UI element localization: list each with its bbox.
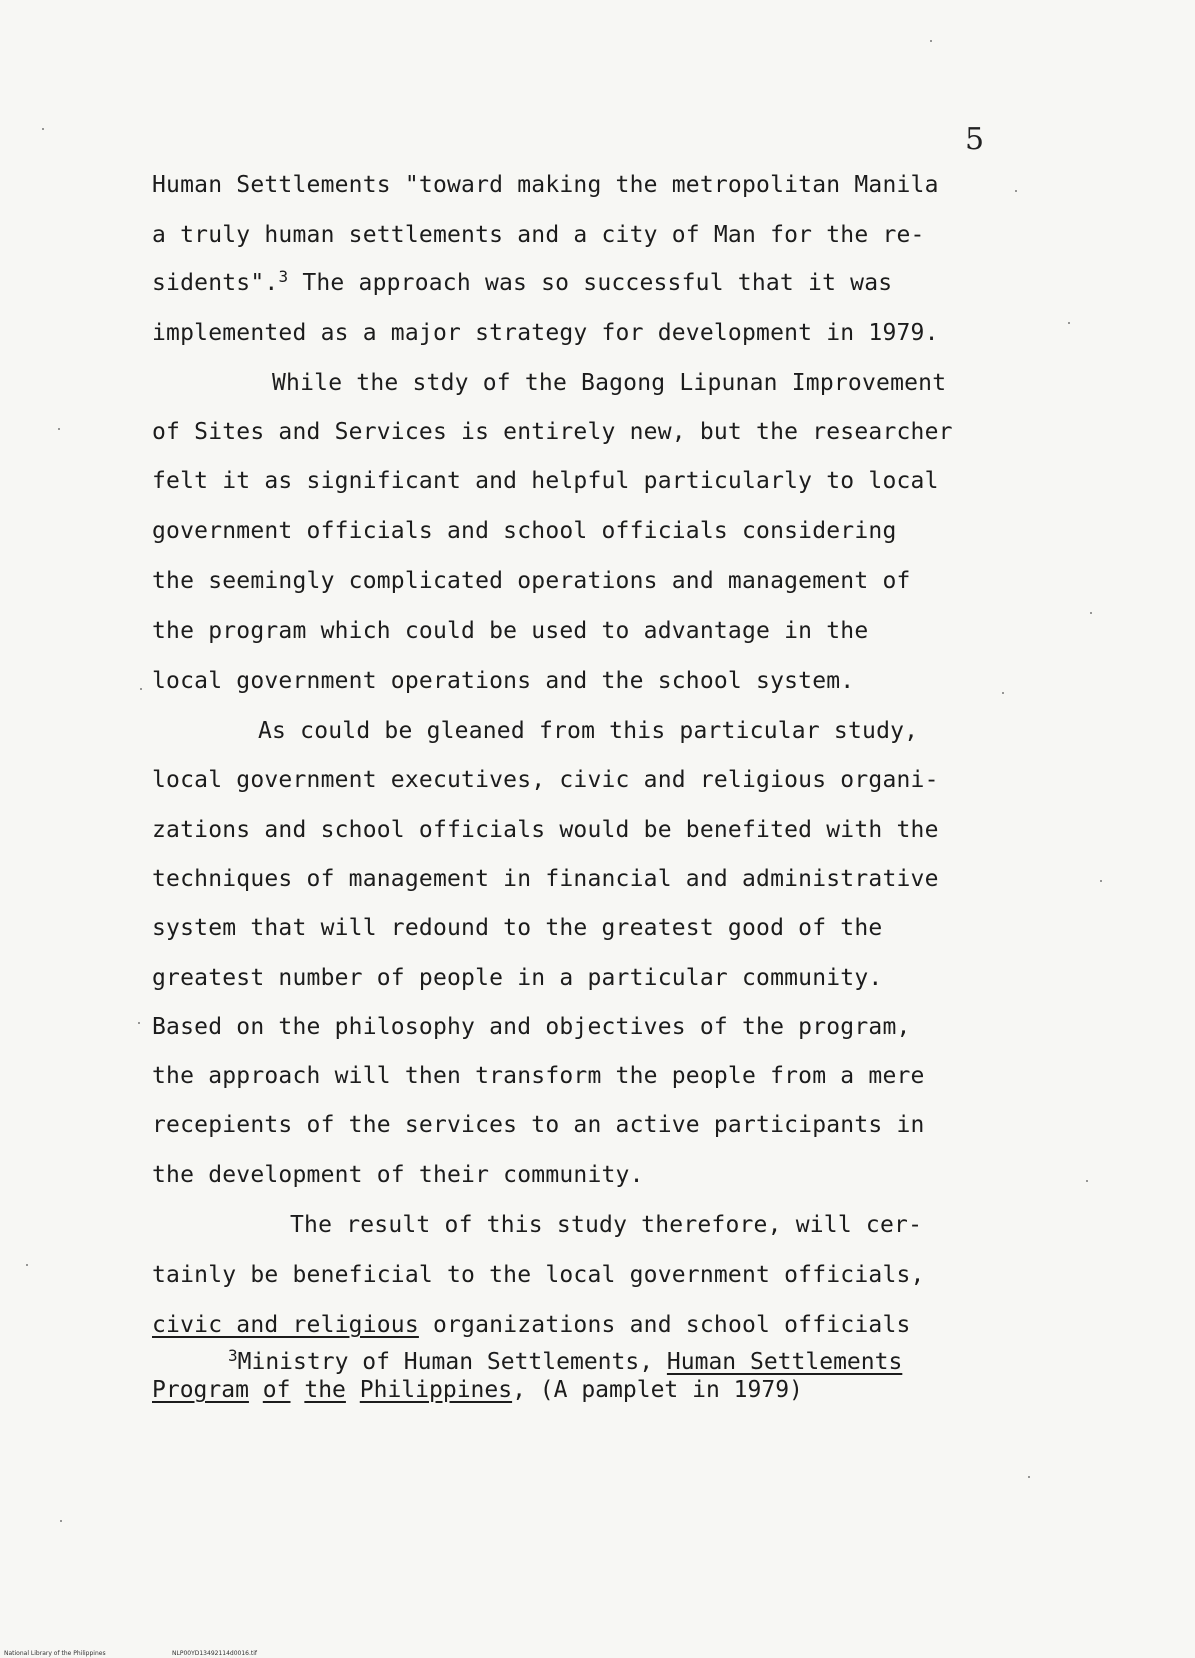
footnote-title: of (262, 1377, 291, 1403)
footnote-title: Program (152, 1377, 249, 1403)
body-line (152, 268, 892, 298)
body-line (152, 1310, 911, 1340)
body-line: zations and school officials would be benefited with the (152, 817, 939, 843)
scan-speck (1028, 1476, 1030, 1478)
body-text: sidents". (152, 270, 279, 296)
footnote-text: Ministry of Human Settlements, (237, 1349, 667, 1375)
body-line: recepients of the services to an active participants in (152, 1112, 925, 1138)
body-line: a truly human settlements and a city of Man for the re- (152, 222, 925, 248)
scan-speck (26, 1264, 28, 1266)
body-text: The approach was so successful that it was (288, 270, 893, 296)
body-line: implemented as a major strategy for development in 1979. (152, 320, 939, 346)
scan-speck (1100, 880, 1102, 882)
body-line: felt it as significant and helpful particularly to local (152, 468, 939, 494)
scan-speck (1068, 322, 1070, 324)
footnote-reference: 3 (278, 267, 289, 286)
body-line: the seemingly complicated operations and management of (152, 568, 911, 594)
scan-speck (42, 128, 44, 130)
body-line: While the stdy of the Bagong Lipunan Improvement (272, 370, 947, 396)
body-line: Human Settlements "toward making the metropolitan Manila (152, 172, 939, 198)
scan-speck (1086, 1180, 1088, 1182)
body-line: As could be gleaned from this particular study, (258, 718, 919, 744)
body-line: government officials and school officials considering (152, 518, 897, 544)
footnote-title: Human Settlements (666, 1349, 903, 1375)
scan-speck (1002, 692, 1004, 694)
footnote-line (228, 1348, 902, 1376)
scan-speck (1015, 190, 1017, 192)
body-line: greatest number of people in a particular community. (152, 965, 883, 991)
body-line: local government executives, civic and religious organi- (152, 767, 939, 793)
body-line: of Sites and Services is entirely new, but the researcher (152, 419, 953, 445)
body-line: Based on the philosophy and objectives of the program, (152, 1014, 911, 1040)
body-line: The result of this study therefore, will cer- (290, 1212, 923, 1238)
scan-speck (930, 40, 932, 42)
body-line: the development of their community. (152, 1162, 644, 1188)
footnote-text: , (A pamplet in 1979) (512, 1377, 803, 1403)
body-line: techniques of management in financial and administrative (152, 866, 939, 892)
scan-speck (58, 428, 60, 430)
footnote-marker: 3 (228, 1346, 238, 1365)
footnote-space (346, 1377, 360, 1403)
footnote-title: the (304, 1377, 346, 1403)
scan-footer-library: National Library of the Philippines (4, 1650, 106, 1657)
scan-speck (60, 1520, 62, 1522)
body-line: system that will redound to the greatest good of the (152, 915, 883, 941)
body-line: the program which could be used to advantage in the (152, 618, 869, 644)
footnote-title: Philippines (359, 1377, 513, 1403)
footnote-space (249, 1377, 263, 1403)
body-line: local government operations and the school system. (152, 668, 855, 694)
body-line: the approach will then transform the people from a mere (152, 1063, 925, 1089)
underlined-text: civic and religious (152, 1312, 419, 1338)
footnote-line (152, 1376, 803, 1404)
scan-speck (138, 1022, 140, 1024)
scan-footer-filename: NLP00YD13492114d0016.tif (172, 1650, 258, 1657)
page-number: 5 (965, 122, 985, 157)
body-line: tainly be beneficial to the local government officials, (152, 1262, 925, 1288)
scan-speck (1090, 612, 1092, 614)
footnote-space (291, 1377, 305, 1403)
body-text: organizations and school officials (418, 1312, 911, 1338)
scan-speck (140, 688, 142, 690)
